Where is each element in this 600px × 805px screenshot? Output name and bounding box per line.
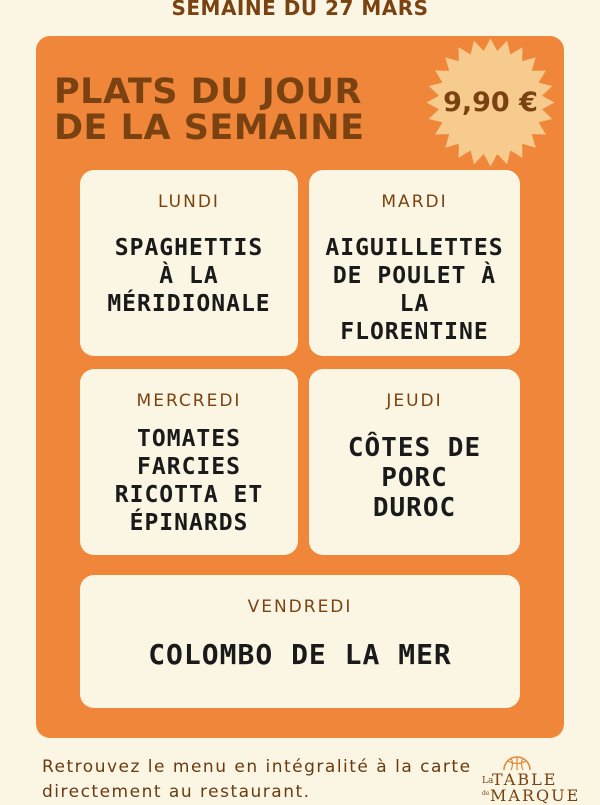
day-label: LUNDI (158, 192, 220, 212)
dish-name: CÔTES DE PORC DUROC (347, 433, 482, 523)
footer-note: Retrouvez le menu en intégralité à la carte directement au restaurant. (42, 757, 472, 802)
dish-name: COLOMBO DE LA MER (148, 638, 452, 671)
logo-word-table: TABLE (492, 770, 558, 789)
basketball-icon (502, 750, 532, 772)
day-card-vendredi (80, 575, 520, 708)
day-card-lundi (80, 170, 298, 356)
title-line-1: PLATS DU JOUR (54, 72, 362, 112)
dish-name: AIGUILLETTES DE POULET À LA FLORENTINE (325, 235, 504, 345)
logo-word-marque: MARQUE (490, 786, 581, 805)
day-card-mardi (309, 170, 520, 356)
dish-name: SPAGHETTIS À LA MÉRIDIONALE (107, 235, 271, 317)
price-value: 9,90 € (443, 87, 538, 118)
logo-de: de (482, 790, 490, 797)
price-badge (425, 37, 556, 168)
page-title (54, 74, 364, 146)
restaurant-logo (462, 748, 582, 805)
day-label: JEUDI (386, 391, 443, 411)
week-label: SEMAINE DU 27 MARS (171, 0, 429, 20)
day-label: MERCREDI (136, 391, 242, 411)
title-line-2: DE LA SEMAINE (54, 108, 365, 148)
day-label: MARDI (381, 192, 448, 212)
dish-name: TOMATES FARCIES RICOTTA ET ÉPINARDS (114, 426, 264, 536)
day-label: VENDREDI (247, 597, 353, 617)
logo-la: La (482, 776, 494, 786)
day-card-jeudi (309, 369, 520, 555)
day-card-mercredi (80, 369, 298, 555)
